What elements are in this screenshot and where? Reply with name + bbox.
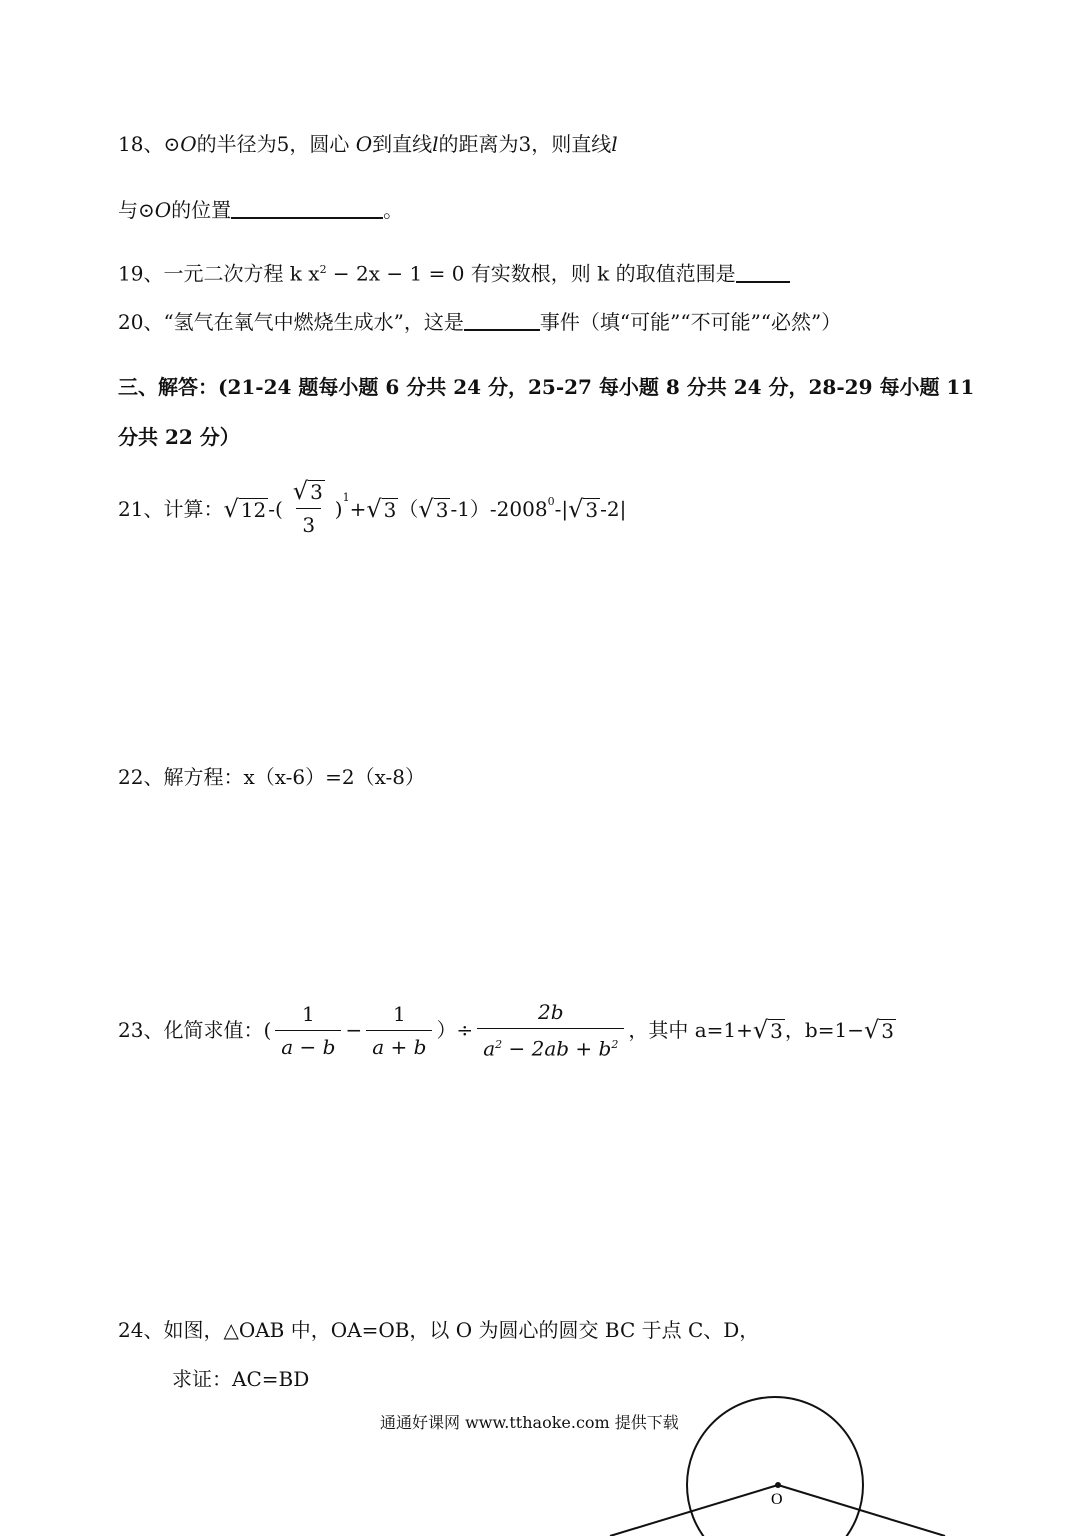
radicand: 3 xyxy=(435,497,449,522)
q21-text: -1）-2008 xyxy=(450,496,548,521)
q18-text: 与⊙ xyxy=(118,198,155,222)
den-part: a xyxy=(483,1036,496,1061)
question-23 xyxy=(118,998,896,1063)
q21-label: 21、计算： xyxy=(118,496,224,521)
fraction-1-over-a-plus-b xyxy=(366,1000,432,1061)
q18-o: O xyxy=(154,198,172,222)
q18-l: l xyxy=(432,132,439,156)
fraction-sqrt3-over-3 xyxy=(287,478,331,539)
sqrt-3: √ 3 xyxy=(366,494,397,523)
q18-text: 的位置 xyxy=(171,198,232,222)
den-part: − 2ab + b xyxy=(502,1036,612,1061)
radicand: 3 xyxy=(585,497,599,522)
q23-text: ，其中 a=1+ xyxy=(628,1018,753,1043)
q19-text: − 2x − 1 = 0 有实数根，则 k 的取值范围是 xyxy=(326,261,736,286)
answer-blank[interactable] xyxy=(231,199,383,219)
q20-text: 20、“氢气在氧气中燃烧生成水”，这是 xyxy=(118,310,464,334)
denominator: a + b xyxy=(366,1030,432,1061)
question-19 xyxy=(118,256,790,288)
q18-l: l xyxy=(611,132,618,156)
numerator: 1 xyxy=(302,1001,315,1026)
exponent: 2 xyxy=(495,1038,503,1051)
fraction-1-over-a-minus-b xyxy=(275,1000,341,1061)
q18-o: O xyxy=(355,132,373,156)
q18-text: 18、⊙ xyxy=(118,132,181,156)
sqrt-3: √ 3 xyxy=(863,1016,894,1045)
q23-label: 23、化简求值：( xyxy=(118,1018,272,1043)
q23-text: ）÷ xyxy=(436,1018,474,1043)
answer-blank[interactable] xyxy=(736,263,790,283)
radicand: 3 xyxy=(383,497,397,522)
section-3-heading-line-2: 分共 22 分） xyxy=(118,425,240,449)
question-18-line-2 xyxy=(118,196,403,224)
question-22: 22、解方程：x（x-6）=2（x-8） xyxy=(118,765,426,789)
q19-text: 19、一元二次方程 k x xyxy=(118,261,320,286)
q21-text: -| xyxy=(554,496,569,521)
q21-text: ) xyxy=(334,496,343,521)
answer-blank[interactable] xyxy=(464,311,540,331)
sqrt-3: √ 3 xyxy=(418,494,449,523)
radicand: 3 xyxy=(881,1019,894,1044)
denominator: a − b xyxy=(275,1030,341,1061)
geometry-figure xyxy=(600,1385,960,1536)
point-o xyxy=(775,1482,781,1488)
exponent: 1 xyxy=(342,491,350,504)
question-24-line-2: 求证：AC=BD xyxy=(172,1367,310,1391)
q23-text: ，b=1− xyxy=(784,1018,864,1043)
q18-text: 。 xyxy=(383,198,404,222)
segment-ob xyxy=(778,1485,945,1536)
q21-text: -2| xyxy=(600,496,627,521)
fraction-2b-over-square xyxy=(477,998,624,1063)
q20-text: 事件（填“可能”“不可能”“必然”） xyxy=(539,310,842,334)
q18-o: O xyxy=(180,132,197,156)
footer-credit: 通通好课网 www.tthaoke.com 提供下载 xyxy=(380,1413,679,1432)
numerator: 2b xyxy=(538,1000,564,1024)
sqrt-3: √ 3 xyxy=(568,494,599,523)
exponent: 0 xyxy=(547,495,555,508)
q21-text: + xyxy=(349,496,367,521)
question-21 xyxy=(118,478,626,539)
segment-oa xyxy=(610,1485,778,1536)
sqrt-3: √ 3 xyxy=(752,1016,783,1045)
label-o: O xyxy=(771,1491,783,1508)
question-20 xyxy=(118,308,841,336)
denominator: 3 xyxy=(296,508,321,539)
q23-text: − xyxy=(345,1018,363,1043)
q18-text: 到直线 xyxy=(372,132,433,156)
q21-text: （ xyxy=(398,496,419,521)
radicand: 3 xyxy=(310,480,323,504)
q21-text: -( xyxy=(268,496,283,521)
question-18-line-1 xyxy=(118,130,618,158)
exponent: 2 xyxy=(611,1038,619,1051)
q18-text: 的半径为5，圆心 xyxy=(196,132,356,156)
radicand: 12 xyxy=(240,497,267,522)
sqrt-12: √ 12 xyxy=(223,494,267,523)
numerator: 1 xyxy=(392,1001,406,1026)
circle-o xyxy=(687,1397,863,1536)
sqrt-3: √ 3 xyxy=(292,477,323,505)
question-24-line-1: 24、如图，△OAB 中，OA=OB，以 O 为圆心的圆交 BC 于点 C、D， xyxy=(118,1318,760,1342)
q19-exponent: 2 xyxy=(319,263,327,276)
radicand: 3 xyxy=(770,1019,783,1044)
section-3-heading-line-1: 三、解答：(21-24 题每小题 6 分共 24 分，25-27 每小题 8 分共 24 分，28-29 每小题 11 xyxy=(118,375,975,399)
q18-text: 的距离为3，则直线 xyxy=(438,132,612,156)
denominator xyxy=(477,1028,624,1063)
